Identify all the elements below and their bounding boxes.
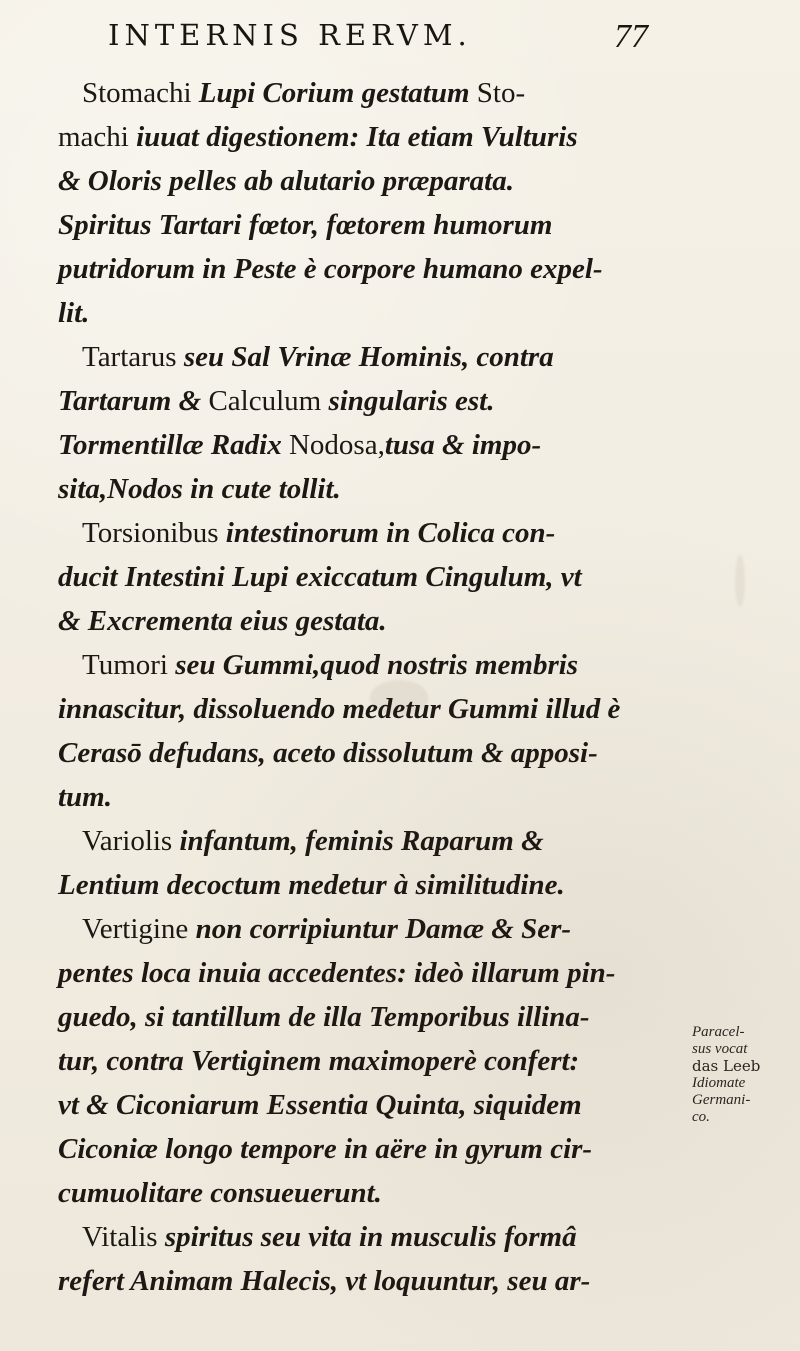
text-segment: Ciconiæ longo tempore in aëre in gyrum cir- [58,1133,593,1165]
text-segment: seu Gummi,quod nostris membris [175,649,579,681]
margin-note-line: Paracel- [692,1024,745,1040]
text-segment: Sto- [476,77,526,109]
main-text [58,71,668,1303]
text-segment: Tartarus [82,341,184,373]
text-segment: Nodosa, [288,429,385,461]
text-segment: Calculum [208,385,329,417]
text-line [58,599,668,643]
text-segment: non corripiuntur Damæ & Ser- [195,913,572,945]
text-segment: seu Sal Vrinæ Hominis, contra [183,341,554,373]
text-segment: Lentium decoctum medetur à similitudine. [58,869,565,901]
text-segment: Cerasō defudans, aceto dissolutum & apposi- [58,737,598,769]
text-segment: pentes loca inuia accedentes: ideò illarum pin- [58,957,616,989]
text-segment: lit. [58,297,90,329]
text-line [58,71,668,115]
text-segment: Torsionibus [82,517,226,549]
text-segment: singularis est. [328,385,495,417]
text-segment: tum. [58,781,112,813]
margin-note-line: Idiomate [692,1075,746,1091]
text-segment: Tormentillæ Radix [58,429,289,461]
text-segment: Tartarum & [58,385,209,417]
text-line [58,1039,668,1083]
margin-note-line: sus vocat [692,1041,748,1057]
text-segment: sita,Nodos in cute tollit. [58,473,341,505]
text-line [58,555,668,599]
text-line [58,467,668,511]
text-line [58,995,668,1039]
text-line [58,1215,668,1259]
text-line [58,511,668,555]
text-line [58,731,668,775]
text-segment: intestinorum in Colica con- [225,517,556,549]
text-line [58,819,668,863]
text-segment: vt & Ciconiarum Essentia Quinta, siquidem [58,1089,582,1121]
text-segment: Spiritus Tartari fœtor, fœtorem humorum [58,209,553,241]
running-title: INTERNIS RERVM. [108,18,472,52]
text-line [58,379,668,423]
text-segment: Stomachi [82,77,199,109]
text-line [58,247,668,291]
text-line [58,643,668,687]
text-segment: innascitur, dissoluendo medetur Gummi illud è [58,693,621,725]
text-segment: tur, contra Vertiginem maximoperè confert: [58,1045,580,1077]
page-header [108,18,648,62]
text-line [58,159,668,203]
text-line [58,775,668,819]
margin-note-line: Germani- [692,1092,751,1108]
text-line [58,1171,668,1215]
text-line [58,423,668,467]
text-line [58,203,668,247]
text-line [58,1083,668,1127]
paper-stain [735,555,745,607]
text-segment: cumuolitare consueuerunt. [58,1177,382,1209]
text-segment: infantum, feminis Raparum & [179,825,544,857]
text-segment: ducit Intestini Lupi exiccatum Cingulum, vt [58,561,582,593]
text-segment: Vitalis [82,1221,165,1253]
text-segment: iuuat digestionem: Ita etiam Vulturis [136,121,578,153]
text-segment: Variolis [82,825,180,857]
text-segment: Vertigine [82,913,196,945]
text-segment: & Excrementa eius gestata. [58,605,387,637]
text-segment: & Oloris pelles ab alutario præparata. [58,165,514,197]
text-segment: refert Animam Halecis, vt loquuntur, seu ar- [58,1265,591,1297]
text-line [58,907,668,951]
text-segment: tusa & impo- [384,429,542,461]
text-segment: putridorum in Peste è corpore humano expel- [58,253,603,285]
text-segment: Tumori [82,649,176,681]
text-segment: spiritus seu vita in musculis formâ [164,1221,577,1253]
text-line [58,1259,668,1303]
margin-note-line: co. [692,1109,710,1125]
text-line [58,291,668,335]
text-line [58,951,668,995]
text-line [58,115,668,159]
text-line [58,863,668,907]
margin-note [692,1024,780,1126]
text-segment: machi [58,121,137,153]
margin-note-line: das Leeb [692,1057,761,1075]
text-line [58,1127,668,1171]
text-line [58,687,668,731]
text-segment: guedo, si tantillum de illa Temporibus illina- [58,1001,590,1033]
text-line [58,335,668,379]
text-segment: Lupi Corium gestatum [198,77,477,109]
page-number: 77 [614,18,648,55]
